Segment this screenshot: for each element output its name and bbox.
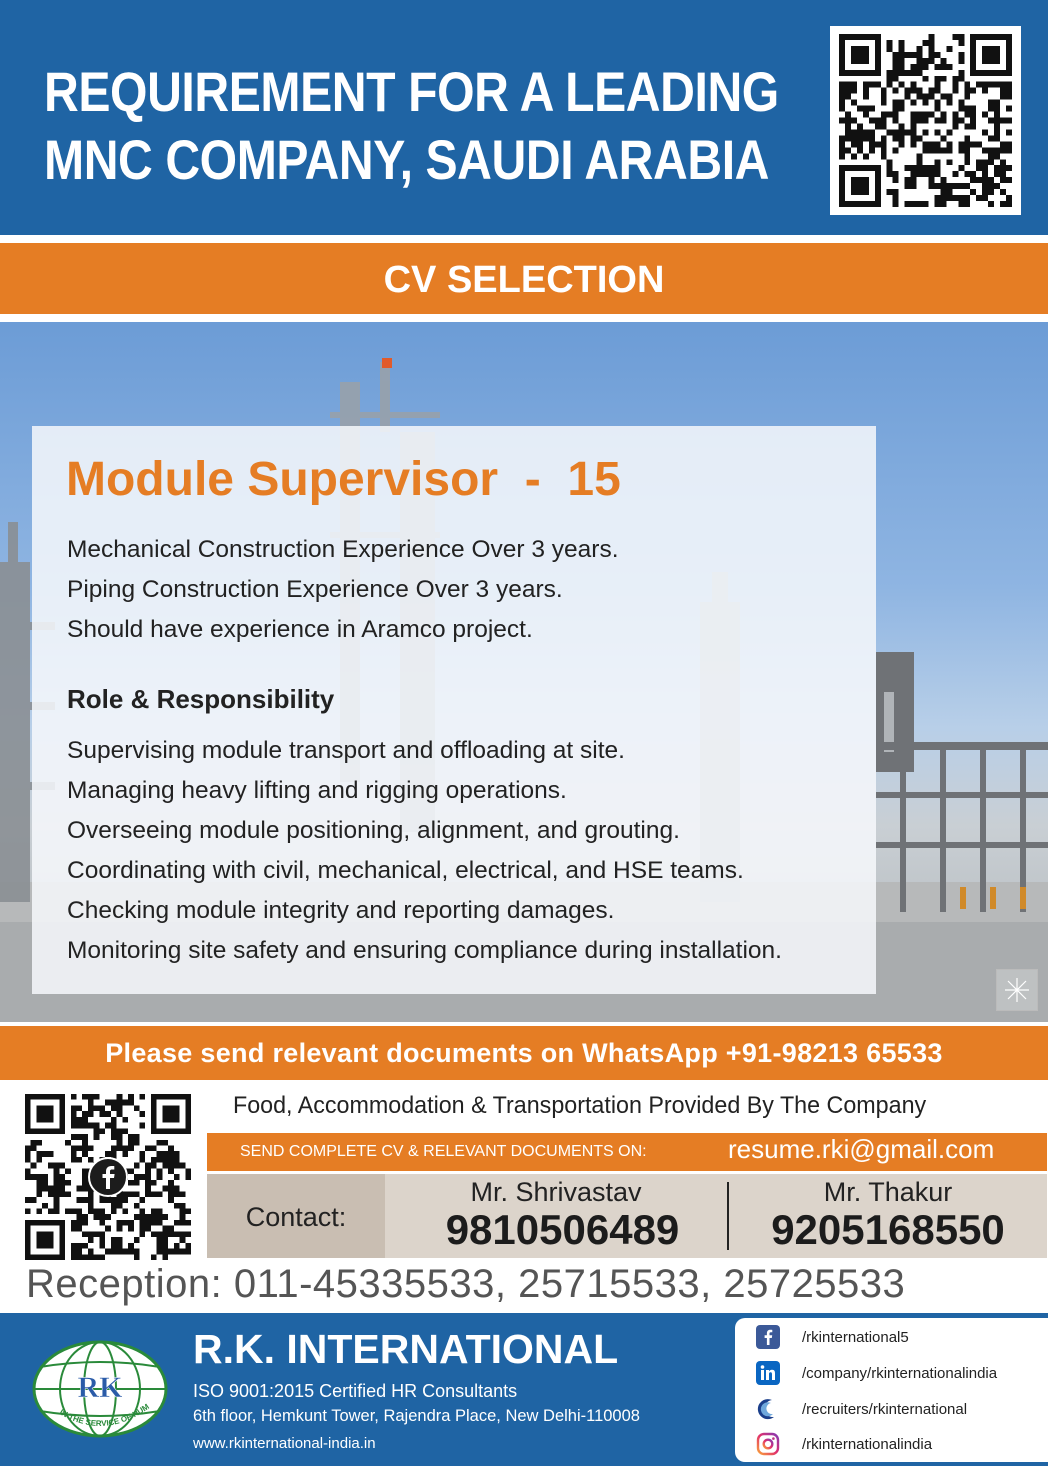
address-text: 6th floor, Hemkunt Tower, Rajendra Place, New Delhi-110008 — [193, 1407, 640, 1425]
requirements-list — [67, 530, 619, 650]
certification-text: ISO 9001:2015 Certified HR Consultants — [193, 1381, 518, 1401]
list-item: Supervising module transport and offloading at site. — [67, 737, 625, 764]
facebook-icon — [88, 1157, 128, 1197]
contact-name-1: Mr. Shrivastav — [470, 1177, 642, 1207]
contact-phone-2[interactable]: 9205168550 — [771, 1206, 1005, 1253]
responsibility-heading: Role & Responsibility — [67, 684, 335, 714]
company-name: R.K. INTERNATIONAL — [193, 1326, 619, 1372]
social-linkedin[interactable] — [756, 1359, 997, 1387]
contact-name-2: Mr. Thakur — [823, 1177, 953, 1207]
naukri-icon — [756, 1397, 780, 1421]
social-facebook[interactable] — [756, 1323, 909, 1351]
email-link[interactable]: resume.rki@gmail.com — [728, 1134, 995, 1164]
qr-code-facebook[interactable] — [24, 1094, 192, 1260]
logo-tagline: IN THE SERVICE OF HUM — [58, 1402, 151, 1429]
list-item: Monitoring site safety and ensuring compliance during installation. — [67, 937, 782, 964]
contact-phone-1[interactable]: 9810506489 — [445, 1206, 680, 1253]
title-line-2: MNC COMPANY, SAUDI ARABIA — [44, 128, 770, 191]
qr-code-top[interactable] — [830, 26, 1021, 215]
send-cv-label: SEND COMPLETE CV & RELEVANT DOCUMENTS ON: — [240, 1143, 647, 1160]
benefits-text: Food, Accommodation & Transportation Provided By The Company — [233, 1092, 927, 1119]
job-title: Module Supervisor - 15 — [66, 453, 621, 506]
list-item: Overseeing module positioning, alignment, and grouting. — [67, 817, 680, 844]
facebook-handle: /rkinternational5 — [802, 1328, 909, 1346]
qr-code-pattern — [838, 34, 1013, 207]
responsibilities-list — [67, 731, 782, 971]
naukri-handle: /recruiters/rkinternational — [802, 1400, 968, 1418]
list-item: Managing heavy lifting and rigging operations. — [67, 777, 567, 804]
website-link[interactable]: www.rkinternational-india.in — [193, 1435, 376, 1452]
list-item: Coordinating with civil, mechanical, electrical, and HSE teams. — [67, 857, 744, 884]
title-line-1: REQUIREMENT FOR A LEADING — [44, 60, 779, 123]
company-logo — [30, 1339, 170, 1439]
instagram-handle: /rkinternationalindia — [802, 1435, 933, 1453]
contact-label: Contact: — [245, 1202, 347, 1232]
list-item: Mechanical Construction Experience Over 3 years. — [67, 536, 619, 563]
linkedin-handle: /company/rkinternationalindia — [802, 1364, 998, 1382]
social-instagram[interactable] — [756, 1430, 932, 1458]
list-item: Should have experience in Aramco project. — [67, 616, 533, 643]
page-title — [44, 58, 779, 194]
linkedin-icon — [756, 1361, 780, 1385]
logo-letters: RK — [77, 1371, 123, 1404]
list-item: Checking module integrity and reporting damages. — [67, 897, 615, 924]
facebook-icon — [756, 1325, 780, 1349]
reception-numbers: Reception: 011-45335533, 25715533, 25725533 — [26, 1262, 906, 1306]
list-item: Piping Construction Experience Over 3 years. — [67, 576, 563, 603]
whatsapp-banner: Please send relevant documents on WhatsApp +91-98213 65533 — [0, 1026, 1048, 1080]
photo-watermark-logo — [996, 969, 1038, 1011]
instagram-icon — [756, 1432, 780, 1456]
social-naukri[interactable] — [756, 1395, 967, 1423]
cv-selection-banner: CV SELECTION — [0, 243, 1048, 314]
